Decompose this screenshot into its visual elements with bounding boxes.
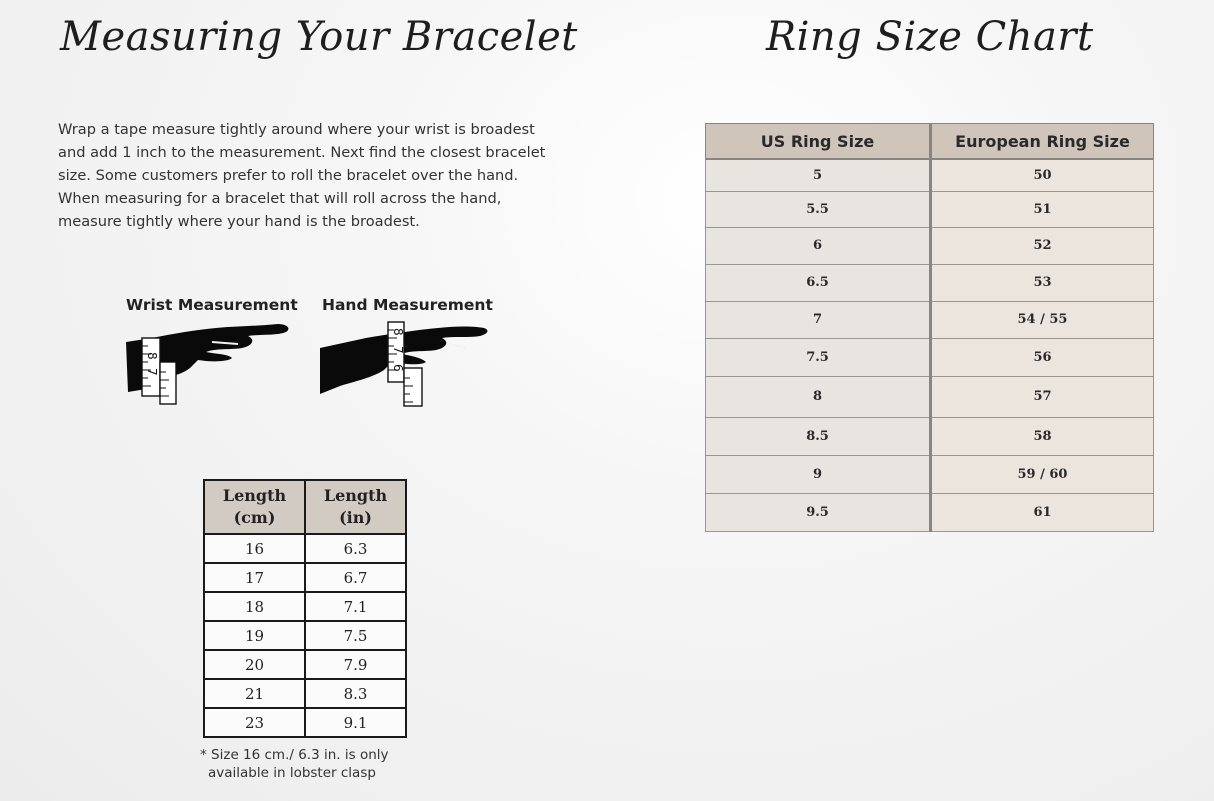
length-cm-cell: 16 — [204, 534, 305, 563]
bracelet-instructions: Wrap a tape measure tightly around where your wrist is broadest and add 1 inch to the measurement. Next find the closest bracelet size. Some customers prefer to roll the bracelet over the hand. When measuring for a bracelet that will roll across the hand, measure tightly where your hand is the broadest. — [58, 121, 546, 230]
table-row — [706, 301, 1154, 338]
header-line: Length — [222, 486, 287, 505]
ring-title: Ring Size Chart — [766, 14, 1094, 60]
length-cm-cell: 20 — [204, 650, 305, 679]
us-size-cell: 7 — [706, 301, 931, 338]
eu-size-cell: 57 — [931, 376, 1154, 417]
bracelet-title: Measuring Your Bracelet — [60, 14, 578, 60]
us-size-cell: 7.5 — [706, 338, 931, 376]
us-size-cell: 6 — [706, 227, 931, 264]
wrist-measurement-label: Wrist Measurement — [126, 296, 298, 314]
bracelet-footnote — [200, 746, 389, 782]
table-row — [204, 592, 406, 621]
header-unit: (in) — [339, 508, 372, 527]
length-cm-cell: 21 — [204, 679, 305, 708]
length-in-cell: 7.5 — [305, 621, 406, 650]
table-row — [706, 159, 1154, 191]
eu-size-cell: 50 — [931, 159, 1154, 191]
length-in-cell: 7.1 — [305, 592, 406, 621]
footnote-line: * Size 16 cm./ 6.3 in. is only — [200, 747, 389, 763]
length-cm-cell: 18 — [204, 592, 305, 621]
length-cm-cell: 19 — [204, 621, 305, 650]
us-size-cell: 8 — [706, 376, 931, 417]
wrist-tape-number: 8 — [145, 352, 159, 360]
table-row — [706, 191, 1154, 227]
us-size-cell: 8.5 — [706, 417, 931, 455]
length-in-cell: 8.3 — [305, 679, 406, 708]
hand-tape-number: 8 — [391, 328, 405, 336]
eu-size-cell: 59 / 60 — [931, 455, 1154, 493]
hand-tape-number: 6 — [391, 364, 405, 372]
eu-size-cell: 54 / 55 — [931, 301, 1154, 338]
table-row — [204, 563, 406, 592]
table-row — [204, 621, 406, 650]
table-header-row — [706, 124, 1154, 160]
wrist-tape-number: 7 — [145, 368, 159, 376]
table-row — [204, 708, 406, 737]
length-in-header — [305, 480, 406, 534]
eu-size-cell: 53 — [931, 264, 1154, 301]
table-row — [706, 338, 1154, 376]
table-row — [706, 227, 1154, 264]
table-row — [706, 417, 1154, 455]
us-size-cell: 9 — [706, 455, 931, 493]
bracelet-size-table — [203, 479, 407, 738]
us-size-cell: 5 — [706, 159, 931, 191]
length-in-cell: 6.7 — [305, 563, 406, 592]
length-cm-cell: 17 — [204, 563, 305, 592]
header-line: Length — [323, 486, 388, 505]
hand-palm-tape-icon — [316, 318, 496, 408]
eu-size-cell: 58 — [931, 417, 1154, 455]
table-row — [706, 264, 1154, 301]
table-row — [204, 534, 406, 563]
length-in-cell: 6.3 — [305, 534, 406, 563]
footnote-line: available in lobster clasp — [208, 765, 376, 781]
length-in-cell: 7.9 — [305, 650, 406, 679]
us-size-cell: 9.5 — [706, 493, 931, 531]
table-row — [706, 455, 1154, 493]
eu-size-cell: 56 — [931, 338, 1154, 376]
eu-size-cell: 61 — [931, 493, 1154, 531]
length-cm-header — [204, 480, 305, 534]
hand-tape-number: 7 — [391, 346, 405, 354]
length-cm-cell: 23 — [204, 708, 305, 737]
ring-size-table — [705, 123, 1154, 532]
table-row — [706, 376, 1154, 417]
us-ring-size-header: US Ring Size — [706, 124, 931, 160]
table-header-row — [204, 480, 406, 534]
eu-size-cell: 51 — [931, 191, 1154, 227]
eu-size-cell: 52 — [931, 227, 1154, 264]
european-ring-size-header: European Ring Size — [931, 124, 1154, 160]
hand-measurement-label: Hand Measurement — [322, 296, 493, 314]
us-size-cell: 5.5 — [706, 191, 931, 227]
length-in-cell: 9.1 — [305, 708, 406, 737]
table-row — [706, 493, 1154, 531]
header-unit: (cm) — [233, 508, 276, 527]
table-row — [204, 679, 406, 708]
table-row — [204, 650, 406, 679]
hand-wrist-tape-icon — [120, 318, 300, 408]
us-size-cell: 6.5 — [706, 264, 931, 301]
